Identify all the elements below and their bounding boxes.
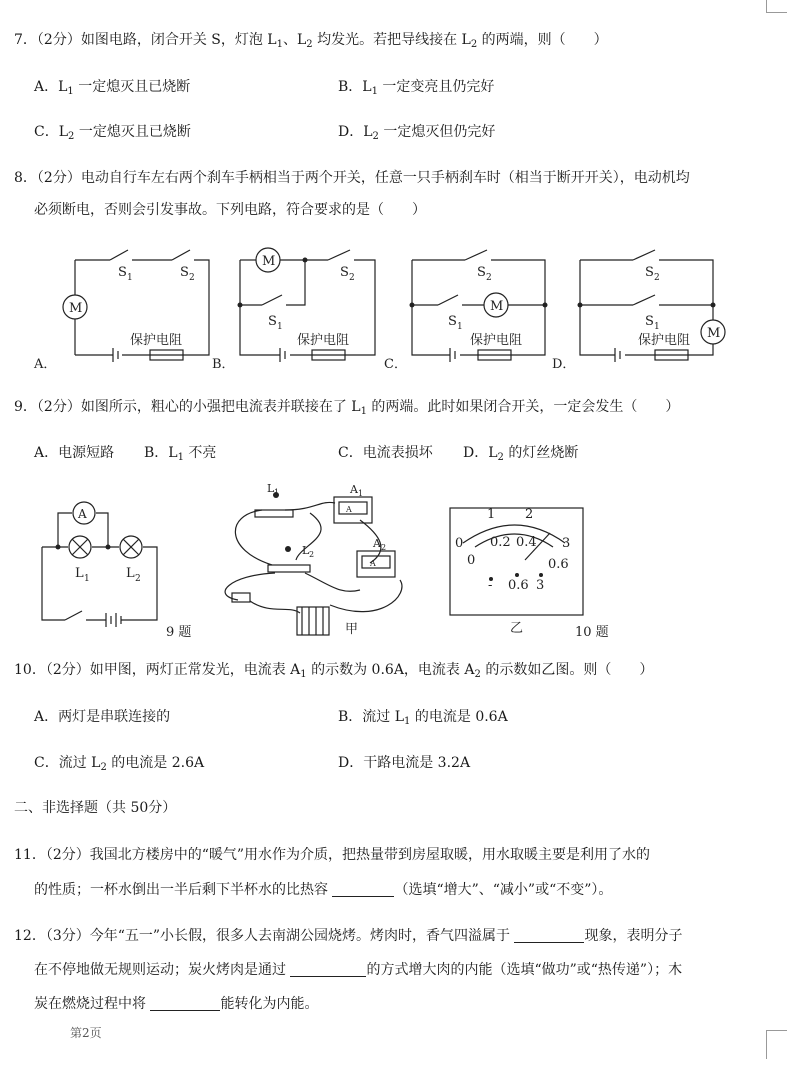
q9-q10-figures xyxy=(0,475,798,645)
q8-label-a: A． xyxy=(34,357,57,372)
q8-circuit-figures xyxy=(0,240,798,375)
svg-text:0.4: 0.4 xyxy=(516,535,537,550)
svg-text:A: A xyxy=(350,483,358,496)
svg-text:S: S xyxy=(645,265,654,280)
motor-label-a: M xyxy=(69,301,83,316)
corner-mark-bottom-right xyxy=(766,1030,787,1059)
q11-answer-blank[interactable] xyxy=(332,882,394,897)
svg-text:0.6: 0.6 xyxy=(508,578,529,593)
svg-text:保护电阻: 保护电阻 xyxy=(297,333,350,348)
q7-option-a: A．$L_1$ 一定熄灭且已烧断 xyxy=(34,79,191,97)
q9-option-a: A．电源短路 xyxy=(34,445,115,461)
svg-text:1: 1 xyxy=(358,489,364,498)
svg-text:0.6: 0.6 xyxy=(548,557,569,572)
page-number: 第2页 xyxy=(70,1026,102,1040)
svg-text:1: 1 xyxy=(487,507,496,522)
svg-text:保护电阻: 保护电阻 xyxy=(470,333,523,348)
q9-option-c: C．电流表损坏 xyxy=(338,445,433,461)
svg-text:2: 2 xyxy=(525,507,534,522)
svg-text:S: S xyxy=(448,314,457,329)
q12-answer-blank-2[interactable] xyxy=(290,962,366,977)
q11-line1: 11．（2分）我国北方楼房中的“暖气”用水作为介质，把热量带到房屋取暖，用水取暖主要是利用了水的 xyxy=(14,847,651,863)
svg-text:1: 1 xyxy=(274,488,280,497)
q7-option-d: D．$L_2$ 一定熄灭但仍完好 xyxy=(338,124,496,142)
svg-text:1: 1 xyxy=(457,322,463,332)
q10-option-a: A．两灯是串联连接的 xyxy=(34,709,171,725)
svg-text:L: L xyxy=(302,544,310,557)
q7-option-c: C．$L_2$ 一定熄灭且已烧断 xyxy=(34,124,191,142)
jia-label: 甲 xyxy=(345,622,359,637)
svg-text:0: 0 xyxy=(467,553,476,568)
q10-caption: 10 题 xyxy=(575,625,609,640)
q8-label-d: D． xyxy=(552,357,576,372)
svg-text:S: S xyxy=(645,314,654,329)
svg-text:1: 1 xyxy=(277,322,283,332)
svg-text:2: 2 xyxy=(349,273,355,283)
q12-answer-blank-3[interactable] xyxy=(150,996,220,1011)
svg-text:2: 2 xyxy=(654,273,660,283)
section-heading: 二、非选择题（共 50分） xyxy=(14,800,177,816)
svg-text:S: S xyxy=(268,314,277,329)
svg-text:S: S xyxy=(477,265,486,280)
svg-text:2: 2 xyxy=(381,543,387,552)
svg-text:1: 1 xyxy=(654,322,660,332)
svg-text:2: 2 xyxy=(189,273,195,283)
svg-text:L: L xyxy=(75,566,84,581)
q12-line3: 炭在燃烧过程中将 能转化为内能。 xyxy=(34,996,319,1012)
svg-text:A: A xyxy=(373,537,381,550)
svg-text:3: 3 xyxy=(562,536,571,551)
q8-stem-line1: 8．（2分）电动自行车左右两个刹车手柄相当于两个开关，任意一只手柄刹车时（相当于断开开关），电动机均 xyxy=(14,170,690,186)
svg-text:1: 1 xyxy=(84,574,90,584)
yi-label: 乙 xyxy=(510,621,524,636)
motor-label-d: M xyxy=(707,326,721,341)
svg-text:A: A xyxy=(346,505,352,514)
q8-label-c: C． xyxy=(384,357,407,372)
q8-stem-line2: 必须断电，否则会引发事故。下列电路，符合要求的是（ ） xyxy=(34,202,426,218)
svg-text:保护电阻: 保护电阻 xyxy=(638,333,691,348)
q12-line2: 在不停地做无规则运动；炭火烤肉是通过 的方式增大肉的内能（选填“做功”或“热传递”）；木 xyxy=(34,962,683,978)
corner-mark-top-right xyxy=(766,0,787,13)
svg-text:L: L xyxy=(126,566,135,581)
q7-option-b: B．$L_1$ 一定变亮且仍完好 xyxy=(338,79,495,97)
q12-answer-blank-1[interactable] xyxy=(514,928,584,943)
svg-text:2: 2 xyxy=(486,273,492,283)
svg-text:3: 3 xyxy=(536,578,545,593)
ammeter-label: A xyxy=(78,507,87,521)
q9-caption: 9 题 xyxy=(166,625,192,640)
q10-option-d: D．干路电流是 3.2A xyxy=(338,755,471,771)
q7-stem: 7．（2分）如图电路，闭合开关 S，灯泡 $L_1$、$L_2$ 均发光。若把导线接在 $L_2$ 的两端，则（ ） xyxy=(14,32,608,50)
motor-label-c: M xyxy=(490,299,504,314)
q9-option-b: B．$L_1$ 不亮 xyxy=(144,445,217,463)
svg-text:-: - xyxy=(488,578,493,593)
q9-option-d: D．$L_2$ 的灯丝烧断 xyxy=(463,445,579,463)
q11-line2: 的性质；一杯水倒出一半后剩下半杯水的比热容 （选填“增大”、“减小”或“不变”）。 xyxy=(34,882,613,898)
svg-text:S: S xyxy=(118,265,127,280)
svg-text:0.2: 0.2 xyxy=(490,535,511,550)
q12-line1: 12．（3分）今年“五一”小长假，很多人去南湖公园烧烤。烤肉时，香气四溢属于 现象，表明分子 xyxy=(14,928,683,944)
svg-text:2: 2 xyxy=(309,550,315,559)
q10-option-c: C．流过 $L_2$ 的电流是 2.6A xyxy=(34,755,205,773)
q10-option-b: B．流过 $L_1$ 的电流是 0.6A xyxy=(338,709,508,727)
q8-label-b: B． xyxy=(212,357,235,372)
svg-text:S: S xyxy=(340,265,349,280)
q10-stem: 10．（2分）如甲图，两灯正常发光，电流表 $A_1$ 的示数为 0.6A，电流表 $A_2$ 的示数如乙图。则（ ） xyxy=(14,662,654,680)
svg-text:A: A xyxy=(370,559,376,568)
svg-text:2: 2 xyxy=(135,574,141,584)
svg-text:0: 0 xyxy=(455,536,464,551)
svg-text:L: L xyxy=(267,482,275,495)
motor-label-b: M xyxy=(262,254,276,269)
svg-text:1: 1 xyxy=(127,273,133,283)
svg-text:S: S xyxy=(180,265,189,280)
q9-stem: 9．（2分）如图所示，粗心的小强把电流表并联接在了 $L_1$ 的两端。此时如果闭合开关，一定会发生（ ） xyxy=(14,399,680,417)
svg-text:保护电阻: 保护电阻 xyxy=(130,333,183,348)
